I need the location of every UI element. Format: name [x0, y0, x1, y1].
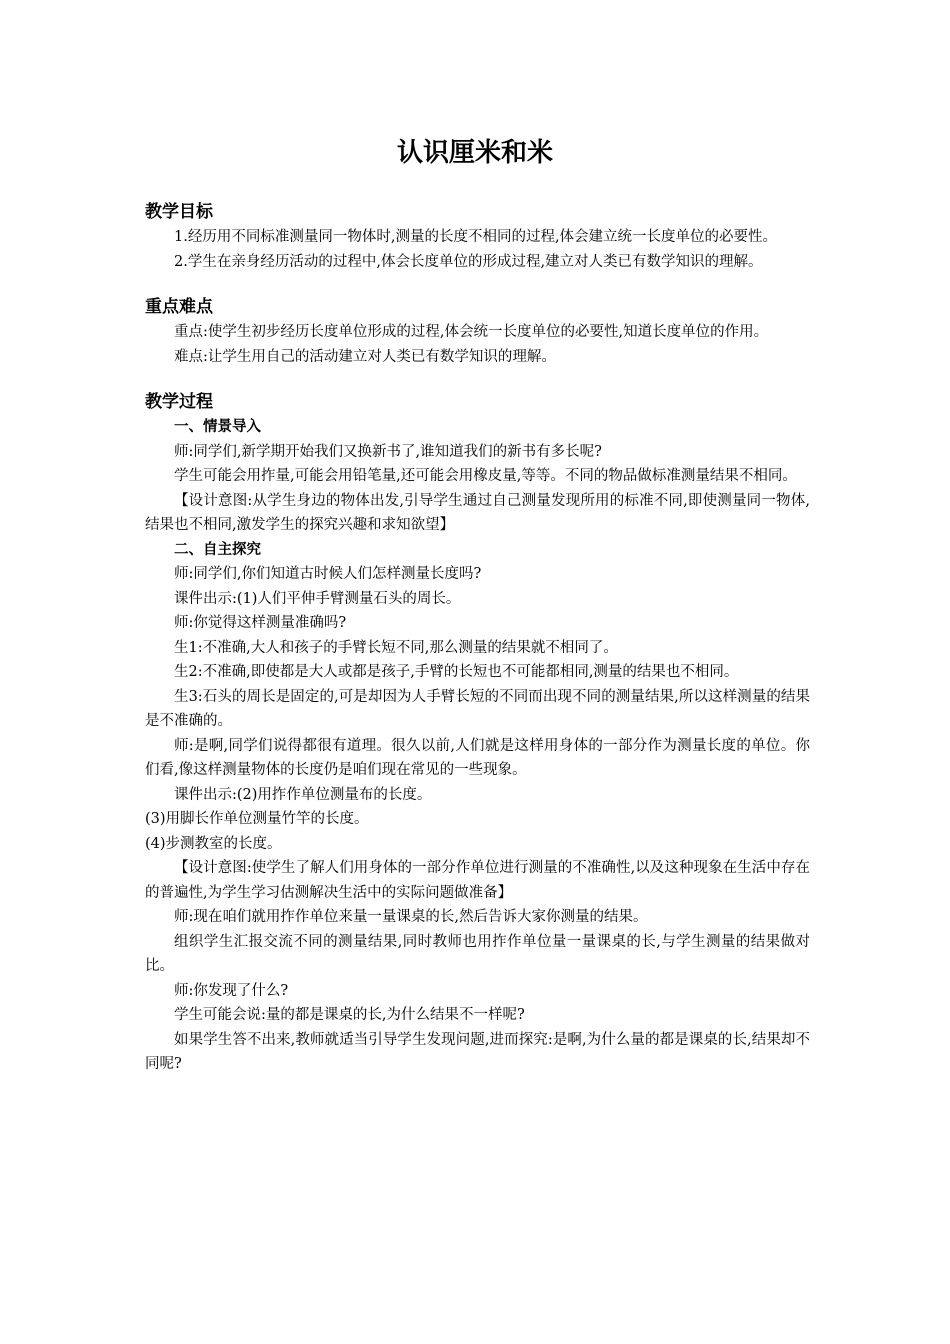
paragraph: 2.学生在亲身经历活动的过程中,体会长度单位的形成过程,建立对人类已有数学知识的理解。 — [174, 253, 763, 270]
paragraph: 学生可能会用拃量,可能会用铅笔量,还可能会用橡皮量,等等。不同的物品做标准测量结果不相同。 — [174, 468, 797, 484]
section-heading-objectives: 教学目标 — [145, 202, 213, 222]
paragraph: 生2:不准确,即使都是大人或都是孩子,手臂的长短也不可能都相同,测量的结果也不相同。 — [174, 664, 739, 680]
paragraph: 课件出示:(1)人们平伸手臂测量石头的周长。 — [174, 590, 461, 607]
paragraph: 师:你觉得这样测量准确吗? — [174, 615, 347, 631]
paragraph: (4)步测教室的长度。 — [145, 835, 282, 852]
paragraph: 师:是啊,同学们说得都很有道理。很久以前,人们就是这样用身体的一部分作为测量长度的单位。你们看,像这样测量物体的长度仍是咱们现在常见的一些现象。 — [145, 737, 810, 778]
document-body — [145, 199, 810, 1077]
paragraph: 重点:使学生初步经历长度单位形成的过程,体会统一长度单位的必要性,知道长度单位的作用。 — [174, 324, 769, 340]
section-heading-process: 教学过程 — [145, 392, 213, 412]
paragraph: 师:现在咱们就用拃作单位来量一量课桌的长,然后告诉大家你测量的结果。 — [174, 909, 648, 925]
paragraph: 【设计意图:使学生了解人们用身体的一部分作单位进行测量的不准确性,以及这种现象在生活中存在的普遍性,为学生学习估测解决生活中的实际问题做准备】 — [145, 860, 810, 901]
paragraph: 师:同学们,新学期开始我们又换新书了,谁知道我们的新书有多长呢? — [174, 443, 602, 460]
paragraph: (3)用脚长作单位测量竹竿的长度。 — [145, 811, 369, 827]
paragraph: 师:你发现了什么? — [174, 982, 289, 999]
paragraph: 难点:让学生用自己的活动建立对人类已有数学知识的理解。 — [174, 348, 556, 365]
paragraph: 学生可能会说:量的都是课桌的长,为什么结果不一样呢? — [174, 1007, 525, 1023]
paragraph: 组织学生汇报交流不同的测量结果,同时教师也用拃作单位量一量课桌的长,与学生测量的结果做对比。 — [145, 933, 810, 974]
paragraph: 【设计意图:从学生身边的物体出发,引导学生通过自己测量发现所用的标准不同,即使测量同一物体,结果也不相同,激发学生的探究兴趣和求知欲望】 — [145, 492, 810, 533]
paragraph: 1.经历用不同标准测量同一物体时,测量的长度不相同的过程,体会建立统一长度单位的必要性。 — [174, 229, 778, 245]
paragraph: 师:同学们,你们知道古时候人们怎样测量长度吗? — [174, 566, 482, 582]
paragraph: 课件出示:(2)用拃作单位测量布的长度。 — [174, 786, 432, 803]
paragraph: 生1:不准确,大人和孩子的手臂长短不同,那么测量的结果就不相同了。 — [174, 639, 618, 656]
section-heading-key-points: 重点难点 — [145, 297, 213, 317]
paragraph: 生3:石头的周长是固定的,可是却因为人手臂长短的不同而出现不同的测量结果,所以这样测量的结果是不准确的。 — [145, 688, 810, 729]
subheading-intro: 一、情景导入 — [174, 419, 261, 435]
subheading-explore: 二、自主探究 — [174, 541, 261, 558]
paragraph: 如果学生答不出来,教师就适当引导学生发现问题,进而探究:是啊,为什么量的都是课桌的长,结果却不同呢? — [145, 1031, 810, 1072]
document-title: 认识厘米和米 — [396, 138, 553, 168]
